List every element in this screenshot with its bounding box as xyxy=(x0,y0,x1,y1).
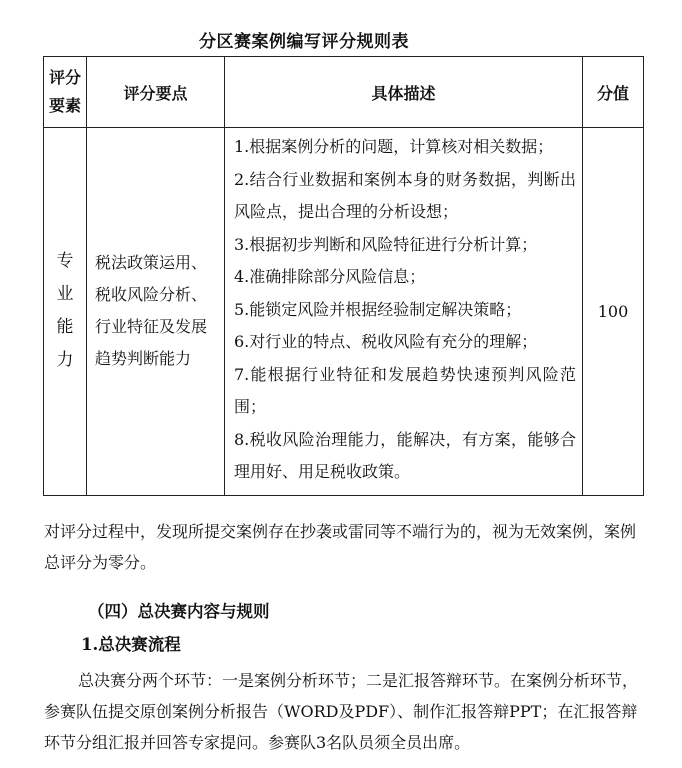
points-line: 行业特征及发展 xyxy=(95,317,208,337)
dimension-char: 力 xyxy=(56,350,74,371)
description-item: 5.能锁定风险并根据经验制定解决策略； xyxy=(234,299,522,319)
description-item: 6.对行业的特点、税收风险有充分的理解； xyxy=(234,332,538,351)
dimension-char: 能 xyxy=(56,317,74,338)
header-dimension-line: 要素 xyxy=(48,96,81,115)
description-item: 7.能根据行业特征和发展趋势快速预判风险范围； xyxy=(234,364,576,416)
dimension-char: 专 xyxy=(56,251,74,272)
table-row xyxy=(44,128,644,496)
description-item: 8.税收风险治理能力，能解决，有方案，能够合理用好、用足税收政策。 xyxy=(234,429,576,481)
subsection-heading: 1.总决赛流程 xyxy=(81,635,181,654)
description-item: 1.根据案例分析的问题，计算核对相关数据； xyxy=(234,137,554,156)
section-heading: （四）总决赛内容与规则 xyxy=(88,602,270,621)
points-cell xyxy=(87,128,225,496)
header-points: 评分要点 xyxy=(87,57,225,128)
header-description: 具体描述 xyxy=(225,57,583,128)
points-line: 税收风险分析、 xyxy=(95,285,208,305)
dimension-cell xyxy=(44,128,87,496)
scoring-rules-table xyxy=(43,56,644,496)
table-title: 分区赛案例编写评分规则表 xyxy=(199,32,409,52)
body-paragraph: 总决赛分两个环节：一是案例分析环节；二是汇报答辩环节。在案例分析环节，参赛队伍提交原创案例分析报告（WORD及PDF）、制作汇报答辩PPT；在汇报答辩环节分组汇报并回答专家提问。参赛队3名队员须全员出席。 xyxy=(44,671,639,752)
dimension-char: 业 xyxy=(56,284,74,305)
description-item: 2.结合行业数据和案例本身的财务数据，判断出风险点，提出合理的分析设想； xyxy=(234,169,576,221)
score-cell: 100 xyxy=(583,128,644,496)
description-item: 4.准确排除部分风险信息； xyxy=(234,267,426,286)
description-item: 3.根据初步判断和风险特征进行分析计算； xyxy=(234,234,538,254)
table-header-row xyxy=(44,57,644,128)
points-line: 税法政策运用、 xyxy=(95,253,208,273)
header-dimension xyxy=(44,57,87,128)
invalid-case-note: 对评分过程中，发现所提交案例存在抄袭或雷同等不端行为的，视为无效案例，案例总评分为零分。 xyxy=(44,522,637,572)
points-line: 趋势判断能力 xyxy=(95,349,192,369)
description-cell xyxy=(225,128,583,496)
header-dimension-line: 评分 xyxy=(48,68,81,87)
header-score: 分值 xyxy=(583,57,644,128)
